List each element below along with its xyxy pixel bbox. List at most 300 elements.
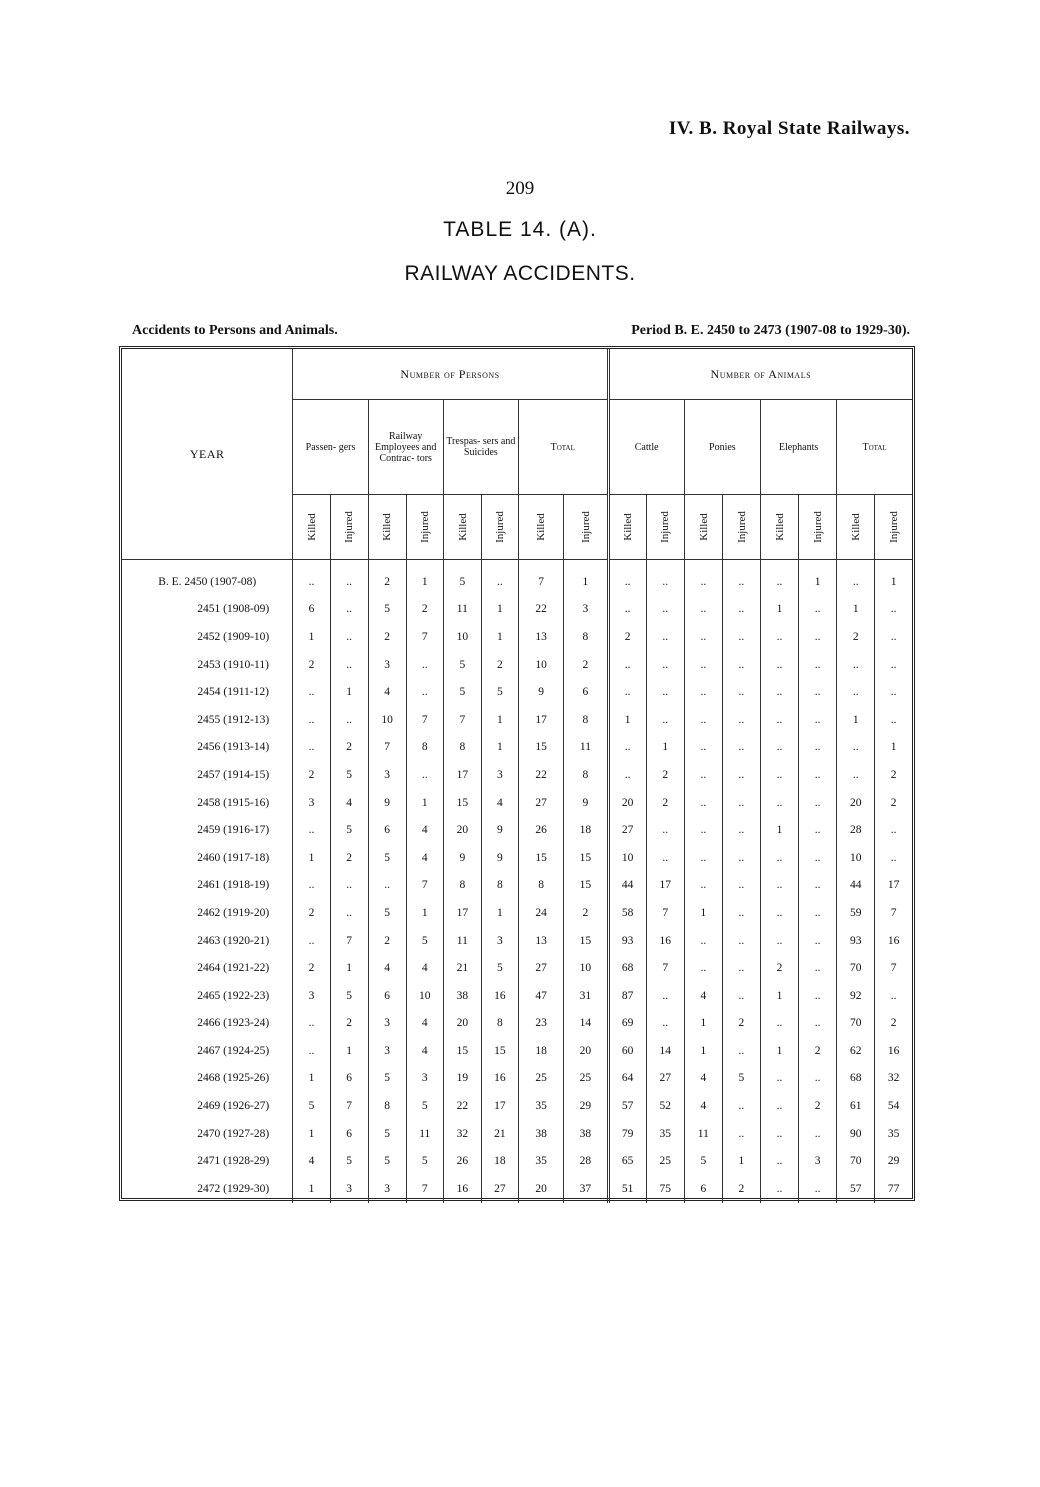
year-header: YEAR: [122, 349, 293, 560]
value-cell: 5: [330, 982, 368, 1010]
value-cell: 2: [330, 734, 368, 762]
value-cell: 5: [443, 568, 481, 596]
table-row: [122, 651, 912, 679]
value-cell: 60: [608, 1037, 646, 1065]
value-cell: 3: [368, 761, 406, 789]
value-cell: ..: [722, 623, 760, 651]
year-cell: 2460 (1917-18): [122, 844, 293, 872]
value-cell: 2: [368, 623, 406, 651]
value-cell: 27: [481, 1175, 518, 1203]
value-cell: 16: [443, 1175, 481, 1203]
section-heading: IV. B. Royal State Railways.: [668, 118, 910, 139]
value-cell: 1: [293, 623, 330, 651]
value-cell: ..: [722, 651, 760, 679]
value-cell: ..: [722, 761, 760, 789]
value-cell: 51: [608, 1175, 646, 1203]
value-cell: 15: [518, 734, 563, 762]
table-row: [122, 927, 912, 955]
value-cell: 29: [887, 1155, 900, 1168]
value-cell: ..: [684, 678, 722, 706]
value-cell: 10: [368, 706, 406, 734]
value-cell: ..: [760, 1092, 798, 1120]
value-cell: 29: [564, 1092, 608, 1120]
value-cell: ..: [722, 1037, 760, 1065]
value-cell: ..: [293, 734, 330, 762]
table-row: [122, 596, 912, 624]
accidents-table: [122, 349, 912, 1203]
value-cell: 90: [837, 1120, 875, 1148]
value-cell: 93: [837, 927, 875, 955]
year-cell: 2458 (1915-16): [122, 789, 293, 817]
value-cell: 6: [368, 816, 406, 844]
year-cell: 2455 (1912-13): [122, 706, 293, 734]
value-cell: 3: [799, 1147, 837, 1175]
value-cell: 57: [608, 1092, 646, 1120]
value-cell: 8: [443, 734, 481, 762]
value-cell: ..: [330, 706, 368, 734]
value-cell: ..: [760, 899, 798, 927]
value-cell: 68: [608, 954, 646, 982]
value-cell: 35: [518, 1147, 563, 1175]
value-cell: 27: [608, 816, 646, 844]
value-cell: 8: [368, 1092, 406, 1120]
value-cell: 38: [518, 1120, 563, 1148]
injured-column-header: Injured: [799, 495, 837, 560]
value-cell: ..: [406, 761, 443, 789]
value-cell: 4: [406, 954, 443, 982]
value-cell: 1: [293, 844, 330, 872]
value-cell: 2: [330, 844, 368, 872]
value-cell: 15: [481, 1037, 518, 1065]
year-cell: 2454 (1911-12): [122, 678, 293, 706]
value-cell: 35: [887, 1127, 900, 1140]
value-cell: 15: [443, 1037, 481, 1065]
value-cell: 16: [887, 1044, 900, 1057]
value-cell: 1: [406, 789, 443, 817]
value-cell: ..: [799, 678, 837, 706]
table-row: [122, 844, 912, 872]
value-cell: 5: [406, 927, 443, 955]
value-cell: 1: [330, 1037, 368, 1065]
value-cell: ..: [722, 789, 760, 817]
value-cell: ..: [684, 651, 722, 679]
value-cell: 20: [608, 789, 646, 817]
value-cell: ..: [760, 1010, 798, 1038]
year-cell: 2465 (1922-23): [122, 982, 293, 1010]
value-cell: ..: [760, 1175, 798, 1203]
injured-column-header: Injured: [646, 495, 684, 560]
value-cell: ..: [722, 844, 760, 872]
value-cell: 13: [518, 623, 563, 651]
value-cell: 8: [564, 761, 608, 789]
value-cell: ..: [722, 927, 760, 955]
value-cell: 1: [760, 816, 798, 844]
value-cell: 10: [564, 954, 608, 982]
value-cell: ..: [293, 568, 330, 596]
value-cell: 20: [564, 1037, 608, 1065]
value-cell: 92: [837, 982, 875, 1010]
value-cell: ..: [760, 761, 798, 789]
value-cell: 4: [684, 1092, 722, 1120]
value-cell: ..: [760, 706, 798, 734]
value-cell: 10: [443, 623, 481, 651]
year-cell: 2453 (1910-11): [122, 651, 293, 679]
value-cell: ..: [368, 872, 406, 900]
value-cell: ..: [760, 1147, 798, 1175]
value-cell: 2: [722, 1010, 760, 1038]
value-cell: ..: [799, 734, 837, 762]
value-cell: ..: [293, 706, 330, 734]
value-cell: 8: [481, 1010, 518, 1038]
value-cell: ..: [646, 678, 684, 706]
value-cell: 16: [646, 927, 684, 955]
value-cell: 4: [330, 789, 368, 817]
value-cell: 57: [837, 1175, 875, 1203]
value-cell: 3: [406, 1065, 443, 1093]
value-cell: ..: [890, 713, 897, 726]
value-cell: ..: [608, 678, 646, 706]
value-cell: 10: [518, 651, 563, 679]
value-cell: 4: [406, 1010, 443, 1038]
value-cell: 6: [564, 678, 608, 706]
value-cell: 11: [443, 596, 481, 624]
value-cell: ..: [799, 623, 837, 651]
value-cell: 7: [890, 962, 897, 975]
value-cell: ..: [646, 706, 684, 734]
value-cell: 3: [368, 1010, 406, 1038]
value-cell: 25: [518, 1065, 563, 1093]
killed-column-header: Killed: [518, 495, 563, 560]
value-cell: 44: [837, 872, 875, 900]
value-cell: ..: [684, 844, 722, 872]
value-cell: 7: [368, 734, 406, 762]
value-cell: ..: [293, 927, 330, 955]
value-cell: ..: [406, 678, 443, 706]
value-cell: ..: [837, 734, 875, 762]
table-frame: [119, 346, 915, 1201]
value-cell: 9: [564, 789, 608, 817]
value-cell: 2: [564, 899, 608, 927]
value-cell: ..: [760, 651, 798, 679]
value-cell: 14: [564, 1010, 608, 1038]
value-cell: 54: [887, 1100, 900, 1113]
value-cell: 17: [518, 706, 563, 734]
value-cell: 2: [368, 568, 406, 596]
group-header: Total: [518, 400, 608, 495]
value-cell: ..: [293, 1010, 330, 1038]
value-cell: 59: [837, 899, 875, 927]
value-cell: ..: [406, 651, 443, 679]
value-cell: 26: [443, 1147, 481, 1175]
table-subtitle: RAILWAY ACCIDENTS.: [404, 262, 636, 285]
value-cell: 62: [837, 1037, 875, 1065]
killed-column-header: Killed: [368, 495, 406, 560]
persons-header: Number of Persons: [293, 349, 608, 400]
value-cell: 15: [518, 844, 563, 872]
value-cell: ..: [760, 927, 798, 955]
value-cell: 5: [406, 1147, 443, 1175]
value-cell: 8: [518, 872, 563, 900]
value-cell: ..: [837, 678, 875, 706]
value-cell: 27: [646, 1065, 684, 1093]
year-cell: 2469 (1926-27): [122, 1092, 293, 1120]
value-cell: ..: [608, 651, 646, 679]
value-cell: 6: [293, 596, 330, 624]
value-cell: 3: [368, 1037, 406, 1065]
table-title: TABLE 14. (A).: [443, 218, 597, 241]
table-row: [122, 899, 912, 927]
value-cell: 2: [890, 1017, 897, 1030]
value-cell: 11: [564, 734, 608, 762]
value-cell: ..: [722, 872, 760, 900]
value-cell: ..: [799, 982, 837, 1010]
value-cell: ..: [799, 761, 837, 789]
value-cell: 5: [368, 844, 406, 872]
table-row: [122, 706, 912, 734]
injured-column-header: Injured: [406, 495, 443, 560]
value-cell: ..: [722, 954, 760, 982]
injured-column-header: Injured: [722, 495, 760, 560]
value-cell: 1: [293, 1065, 330, 1093]
value-cell: 38: [564, 1120, 608, 1148]
value-cell: 1: [481, 596, 518, 624]
value-cell: 1: [481, 899, 518, 927]
table-row: [122, 954, 912, 982]
value-cell: ..: [799, 1065, 837, 1093]
killed-column-header: Killed: [293, 495, 330, 560]
value-cell: 18: [564, 816, 608, 844]
value-cell: 2: [608, 623, 646, 651]
value-cell: ..: [608, 568, 646, 596]
value-cell: 4: [406, 844, 443, 872]
value-cell: 7: [406, 872, 443, 900]
value-cell: 11: [443, 927, 481, 955]
value-cell: ..: [684, 761, 722, 789]
value-cell: ..: [646, 651, 684, 679]
year-cell: 2457 (1914-15): [122, 761, 293, 789]
table-row: [122, 623, 912, 651]
value-cell: ..: [293, 678, 330, 706]
value-cell: 25: [564, 1065, 608, 1093]
value-cell: 5: [368, 1120, 406, 1148]
value-cell: 7: [406, 623, 443, 651]
value-cell: 2: [293, 954, 330, 982]
value-cell: ..: [684, 623, 722, 651]
value-cell: 3: [293, 789, 330, 817]
value-cell: ..: [722, 1092, 760, 1120]
value-cell: 17: [481, 1092, 518, 1120]
value-cell: 6: [368, 982, 406, 1010]
value-cell: 4: [406, 816, 443, 844]
value-cell: 15: [564, 927, 608, 955]
animals-header: Number of Animals: [608, 349, 912, 400]
table-row: [122, 1010, 912, 1038]
table-row: [122, 1120, 912, 1148]
value-cell: 38: [443, 982, 481, 1010]
value-cell: 14: [646, 1037, 684, 1065]
value-cell: 2: [646, 789, 684, 817]
value-cell: 20: [443, 1010, 481, 1038]
table-row: [122, 1092, 912, 1120]
value-cell: 5: [443, 678, 481, 706]
value-cell: ..: [890, 603, 897, 616]
value-cell: ..: [799, 789, 837, 817]
year-cell: 2461 (1918-19): [122, 872, 293, 900]
value-cell: ..: [837, 761, 875, 789]
value-cell: 2: [890, 796, 897, 809]
value-cell: ..: [608, 596, 646, 624]
value-cell: ..: [646, 623, 684, 651]
value-cell: 1: [760, 982, 798, 1010]
value-cell: 8: [564, 623, 608, 651]
table-row: [122, 1175, 912, 1203]
value-cell: 7: [646, 899, 684, 927]
value-cell: 5: [443, 651, 481, 679]
value-cell: 5: [481, 678, 518, 706]
injured-column-header: Injured: [330, 495, 368, 560]
value-cell: 22: [443, 1092, 481, 1120]
value-cell: 1: [293, 1175, 330, 1203]
value-cell: ..: [330, 651, 368, 679]
value-cell: 4: [368, 954, 406, 982]
year-cell: 2456 (1913-14): [122, 734, 293, 762]
value-cell: ..: [684, 706, 722, 734]
value-cell: ..: [293, 816, 330, 844]
year-cell: 2462 (1919-20): [122, 899, 293, 927]
value-cell: 5: [722, 1065, 760, 1093]
value-cell: 8: [481, 872, 518, 900]
value-cell: 93: [608, 927, 646, 955]
value-cell: ..: [890, 630, 897, 643]
value-cell: 8: [406, 734, 443, 762]
page-number: 209: [505, 178, 535, 199]
value-cell: 9: [368, 789, 406, 817]
killed-column-header: Killed: [443, 495, 481, 560]
value-cell: 7: [443, 706, 481, 734]
value-cell: 18: [481, 1147, 518, 1175]
value-cell: 3: [330, 1175, 368, 1203]
value-cell: ..: [722, 982, 760, 1010]
value-cell: ..: [760, 1120, 798, 1148]
value-cell: 11: [406, 1120, 443, 1148]
value-cell: 5: [368, 1065, 406, 1093]
year-cell: 2452 (1909-10): [122, 623, 293, 651]
value-cell: ..: [722, 596, 760, 624]
value-cell: 10: [608, 844, 646, 872]
value-cell: 17: [646, 872, 684, 900]
value-cell: 7: [646, 954, 684, 982]
injured-column-header: Injured: [481, 495, 518, 560]
value-cell: ..: [722, 1120, 760, 1148]
group-header: Total: [837, 400, 912, 495]
value-cell: 18: [518, 1037, 563, 1065]
value-cell: 10: [406, 982, 443, 1010]
group-header: Cattle: [608, 400, 684, 495]
value-cell: ..: [684, 927, 722, 955]
value-cell: 7: [330, 927, 368, 955]
value-cell: 9: [518, 678, 563, 706]
value-cell: ..: [684, 954, 722, 982]
value-cell: 65: [608, 1147, 646, 1175]
group-header: Ponies: [684, 400, 760, 495]
value-cell: 32: [443, 1120, 481, 1148]
value-cell: ..: [722, 706, 760, 734]
value-cell: 2: [799, 1092, 837, 1120]
year-cell: 2470 (1927-28): [122, 1120, 293, 1148]
value-cell: 4: [406, 1037, 443, 1065]
value-cell: 27: [518, 789, 563, 817]
value-cell: 28: [837, 816, 875, 844]
value-cell: 1: [837, 706, 875, 734]
value-cell: 21: [481, 1120, 518, 1148]
year-cell: 2466 (1923-24): [122, 1010, 293, 1038]
value-cell: ..: [890, 824, 897, 837]
value-cell: 4: [293, 1147, 330, 1175]
value-cell: 64: [608, 1065, 646, 1093]
value-cell: ..: [799, 927, 837, 955]
value-cell: ..: [330, 872, 368, 900]
value-cell: ..: [760, 678, 798, 706]
caption-left: Accidents to Persons and Animals.: [132, 323, 338, 338]
value-cell: 1: [481, 734, 518, 762]
value-cell: 28: [564, 1147, 608, 1175]
table-row: [122, 1147, 912, 1175]
value-cell: ..: [760, 568, 798, 596]
value-cell: ..: [330, 899, 368, 927]
value-cell: 1: [760, 1037, 798, 1065]
value-cell: 2: [646, 761, 684, 789]
value-cell: 6: [684, 1175, 722, 1203]
value-cell: 22: [518, 761, 563, 789]
injured-column-header: Injured: [875, 495, 912, 560]
year-cell: 2464 (1921-22): [122, 954, 293, 982]
value-cell: ..: [760, 844, 798, 872]
value-cell: 5: [330, 816, 368, 844]
caption-right: Period B. E. 2450 to 2473 (1907-08 to 1929-30).: [631, 323, 910, 338]
value-cell: 9: [481, 816, 518, 844]
value-cell: 25: [646, 1147, 684, 1175]
value-cell: 1: [330, 954, 368, 982]
value-cell: 1: [608, 706, 646, 734]
value-cell: 2: [368, 927, 406, 955]
value-cell: 1: [646, 734, 684, 762]
value-cell: 3: [368, 651, 406, 679]
value-cell: ..: [646, 982, 684, 1010]
value-cell: 5: [368, 596, 406, 624]
value-cell: 15: [564, 872, 608, 900]
group-header: Elephants: [760, 400, 836, 495]
killed-column-header: Killed: [760, 495, 798, 560]
value-cell: ..: [760, 872, 798, 900]
value-cell: 3: [481, 927, 518, 955]
value-cell: 35: [646, 1120, 684, 1148]
value-cell: ..: [722, 678, 760, 706]
value-cell: ..: [722, 568, 760, 596]
value-cell: 5: [293, 1092, 330, 1120]
value-cell: 8: [564, 706, 608, 734]
table-row: [122, 568, 912, 596]
value-cell: ..: [608, 734, 646, 762]
value-cell: ..: [684, 872, 722, 900]
value-cell: 2: [481, 651, 518, 679]
value-cell: 3: [564, 596, 608, 624]
value-cell: ..: [799, 1010, 837, 1038]
value-cell: ..: [799, 954, 837, 982]
value-cell: ..: [684, 789, 722, 817]
value-cell: 5: [481, 954, 518, 982]
value-cell: 87: [608, 982, 646, 1010]
table-row: [122, 816, 912, 844]
